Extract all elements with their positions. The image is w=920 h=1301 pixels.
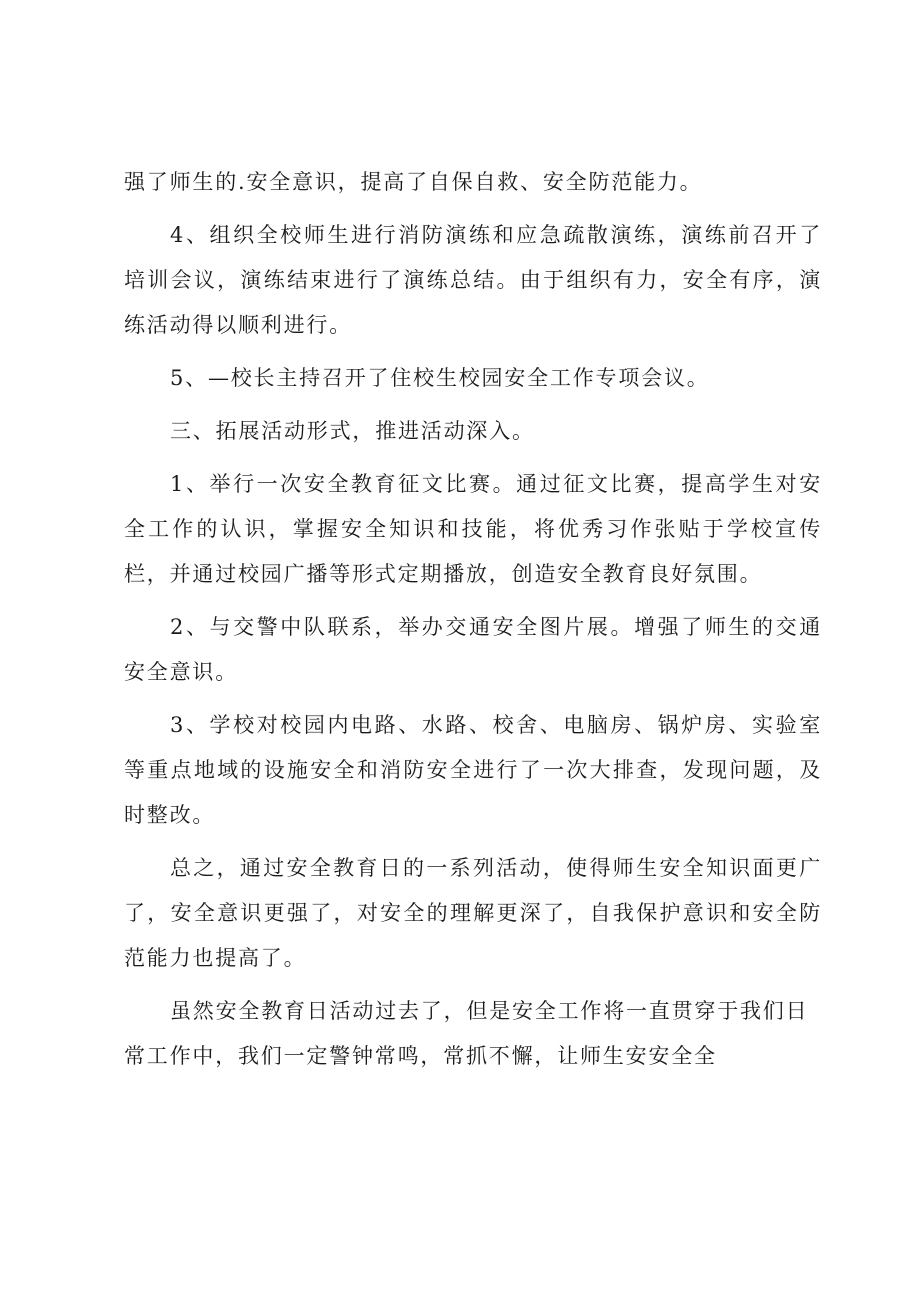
paragraph-fire-drill: 4、组织全校师生进行消防演练和应急疏散演练，演练前召开了培训会议，演练结束进行了演练总结。由于组织有力，安全有序，演练活动得以顺利进行。 bbox=[124, 223, 822, 337]
paragraph-inspection: 3、学校对校园内电路、水路、校舍、电脑房、锅炉房、实验室等重点地域的设施安全和消防安全进行了一次大排查，发现问题，及时整改。 bbox=[124, 713, 822, 827]
paragraph-traffic-exhibit: 2、与交警中队联系，举办交通安全图片展。增强了师生的交通安全意识。 bbox=[124, 615, 822, 684]
paragraph-safety-meeting: 5、—校长主持召开了住校生校园安全工作专项会议。 bbox=[170, 366, 710, 390]
paragraph-closing: 虽然安全教育日活动过去了，但是安全工作将一直贯穿于我们日常工作中，我们一定警钟常鸣，常抓不懈，让师生安安全全 bbox=[124, 999, 809, 1068]
section-heading-expand-activities: 三、拓展活动形式，推进活动深入。 bbox=[170, 419, 535, 443]
paragraph-summary: 总之，通过安全教育日的一系列活动，使得师生安全知识面更广了，安全意识更强了，对安全的理解更深了，自我保护意识和安全防范能力也提高了。 bbox=[124, 856, 822, 970]
document-body bbox=[124, 160, 822, 1087]
paragraph-essay-contest: 1、举行一次安全教育征文比赛。通过征文比赛，提高学生对安全工作的认识，掌握安全知识和技能，将优秀习作张贴于学校宣传栏，并通过校园广播等形式定期播放，创造安全教育良好氛围。 bbox=[124, 472, 822, 586]
paragraph-continuation: 强了师生的.安全意识，提高了自保自救、安全防范能力。 bbox=[124, 170, 703, 194]
